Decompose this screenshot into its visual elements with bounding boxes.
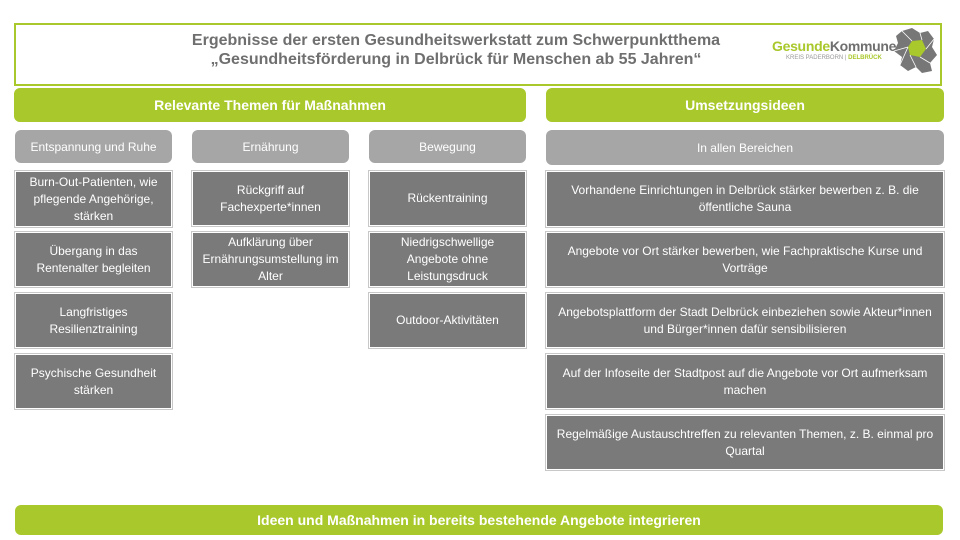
idea-card: Angebotsplattform der Stadt Delbrück einbeziehen sowie Akteur*innen und Bürger*innen dafür sensibilisieren (546, 293, 944, 348)
gesunde-kommune-logo (772, 27, 940, 75)
idea-card: Auf der Infoseite der Stadtpost auf die Angebote vor Ort aufmerksam machen (546, 354, 944, 409)
idea-card: Regelmäßige Austauschtreffen zu relevanten Themen, z. B. einmal pro Quartal (546, 415, 944, 470)
idea-card: Angebote vor Ort stärker bewerben, wie Fachpraktische Kurse und Vorträge (546, 232, 944, 287)
topic-card: Übergang in das Rentenalter begleiten (15, 232, 172, 287)
topic-card: Rückentraining (369, 171, 526, 226)
topic-card: Langfristiges Resilienztraining (15, 293, 172, 348)
category-relaxation: Entspannung und Ruhe (15, 130, 172, 163)
page-title-line-2: „Gesundheitsförderung in Delbrück für Menschen ab 55 Jahren“ (210, 51, 702, 68)
logo-subtitle-left: KREIS PADERBORN (786, 55, 844, 61)
logo-subtitle-separator: | (844, 55, 847, 61)
page-title (16, 31, 896, 69)
section-header-topics: Relevante Themen für Maßnahmen (14, 88, 526, 122)
logo-subtitle-right: DELBRÜCK (848, 55, 882, 61)
logo-wordmark (772, 38, 896, 54)
category-all-areas: In allen Bereichen (546, 130, 944, 165)
topic-card: Burn-Out-Patienten, wie pflegende Angehörige, stärken (15, 171, 172, 227)
idea-card: Vorhandene Einrichtungen in Delbrück stärker bewerben z. B. die öffentliche Sauna (546, 171, 944, 227)
logo-word-2: Kommune (829, 38, 897, 54)
topic-card: Psychische Gesundheit stärken (15, 354, 172, 409)
logo-subtitle (786, 55, 882, 61)
category-exercise: Bewegung (369, 130, 526, 163)
logo-word-1: Gesunde (772, 38, 830, 54)
topic-card: Niedrigschwellige Angebote ohne Leistungsdruck (369, 232, 526, 287)
topic-card: Aufklärung über Ernährungsumstellung im Alter (192, 232, 349, 287)
footer-banner: Ideen und Maßnahmen in bereits bestehende Angebote integrieren (15, 505, 943, 535)
category-nutrition: Ernährung (192, 130, 349, 163)
topic-card: Rückgriff auf Fachexperte*innen (192, 171, 349, 226)
topic-card: Outdoor-Aktivitäten (369, 293, 526, 348)
region-map-icon (892, 27, 938, 75)
page-title-line-1: Ergebnisse der ersten Gesundheitswerkstatt zum Schwerpunktthema (191, 32, 721, 49)
section-header-ideas: Umsetzungsideen (546, 88, 944, 122)
